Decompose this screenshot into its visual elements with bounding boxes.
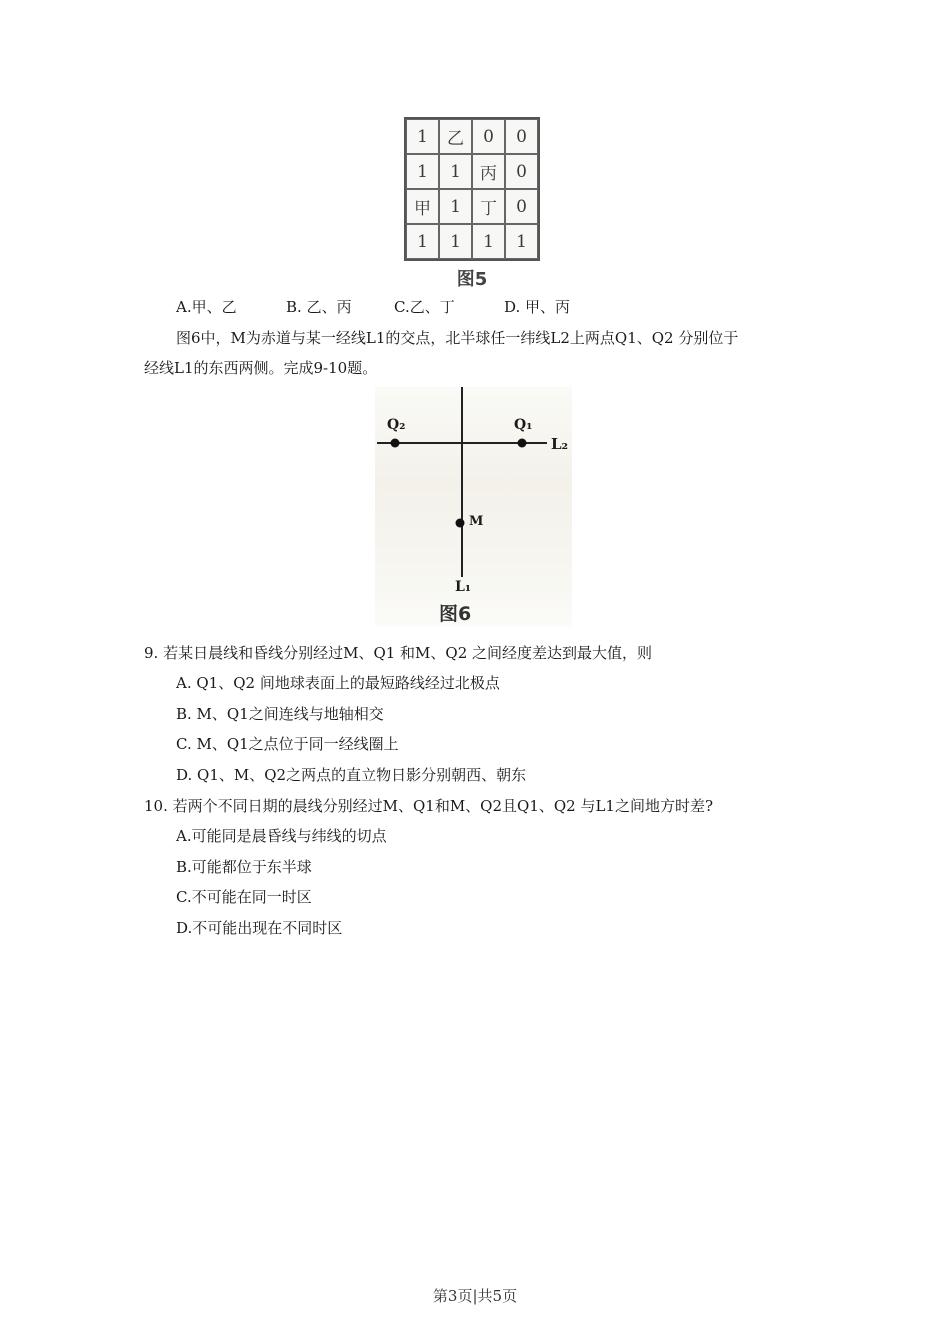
grid-cell: 1 bbox=[505, 224, 538, 259]
figure-6-caption: 图6 bbox=[439, 603, 472, 625]
option-label: B. bbox=[286, 298, 302, 316]
option-text: 乙、丁 bbox=[409, 298, 455, 316]
option-text: 甲、丙 bbox=[525, 298, 571, 316]
figure-5-caption: 图5 bbox=[456, 269, 488, 290]
option-text: 甲、乙 bbox=[191, 298, 237, 316]
label-m: M bbox=[469, 514, 484, 529]
intro-line-2: 经线L1的东西两侧。完成9-10题。 bbox=[144, 359, 378, 377]
grid-cell: 甲 bbox=[406, 189, 439, 224]
q10-option-b: B.可能都位于东半球 bbox=[176, 858, 312, 876]
q10-option-c: C.不可能在同一时区 bbox=[176, 888, 312, 906]
page-footer: 第3页|共5页 bbox=[432, 1287, 518, 1305]
q9-option-c: C. M、Q1之点位于同一经线圈上 bbox=[176, 735, 399, 753]
grid-cell: 0 bbox=[505, 189, 538, 224]
figure-5 bbox=[404, 117, 540, 291]
q9-option-d: D. Q1、M、Q2之两点的直立物日影分别朝西、朝东 bbox=[176, 766, 527, 784]
q10-option-a: A.可能同是晨昏线与纬线的切点 bbox=[176, 827, 387, 845]
grid-cell: 0 bbox=[472, 119, 505, 154]
grid-cell: 1 bbox=[406, 154, 439, 189]
option-text: 乙、丙 bbox=[306, 298, 352, 316]
intro-line-1: 图6中，M为赤道与某一经线L1的交点，北半球任一纬线L2上两点Q1、Q2 分别位于 bbox=[176, 329, 739, 347]
q9-option-a: A. Q1、Q2 间地球表面上的最短路线经过北极点 bbox=[176, 674, 500, 692]
grid-cell: 乙 bbox=[439, 119, 472, 154]
q9-stem: 9. 若某日晨线和昏线分别经过M、Q1 和M、Q2 之间经度差达到最大值，则 bbox=[144, 644, 653, 662]
label-l1: L₁ bbox=[455, 579, 471, 595]
q10-stem: 10. 若两个不同日期的晨线分别经过M、Q1和M、Q2且Q1、Q2 与L1之间地方时差? bbox=[144, 797, 714, 815]
figure-6 bbox=[375, 387, 572, 627]
option-label: D. bbox=[504, 298, 521, 316]
grid-cell: 0 bbox=[505, 154, 538, 189]
grid-cell: 丙 bbox=[472, 154, 505, 189]
label-l2: L₂ bbox=[551, 435, 569, 453]
option-a bbox=[176, 297, 237, 317]
label-q2: Q₂ bbox=[387, 417, 406, 433]
option-c bbox=[394, 297, 455, 317]
q9-option-b: B. M、Q1之间连线与地轴相交 bbox=[176, 705, 384, 723]
q10-option-d: D.不可能出现在不同时区 bbox=[176, 919, 343, 937]
grid-cell: 1 bbox=[406, 224, 439, 259]
option-b bbox=[286, 297, 352, 317]
figure-5-grid bbox=[404, 117, 540, 261]
grid-cell: 1 bbox=[439, 189, 472, 224]
label-q1: Q₁ bbox=[514, 417, 533, 433]
option-label: A. bbox=[176, 298, 192, 316]
option-label: C. bbox=[394, 298, 410, 316]
grid-cell: 1 bbox=[439, 154, 472, 189]
grid-cell: 1 bbox=[406, 119, 439, 154]
option-d bbox=[504, 297, 570, 317]
grid-cell: 丁 bbox=[472, 189, 505, 224]
grid-cell: 1 bbox=[439, 224, 472, 259]
grid-cell: 0 bbox=[505, 119, 538, 154]
grid-cell: 1 bbox=[472, 224, 505, 259]
